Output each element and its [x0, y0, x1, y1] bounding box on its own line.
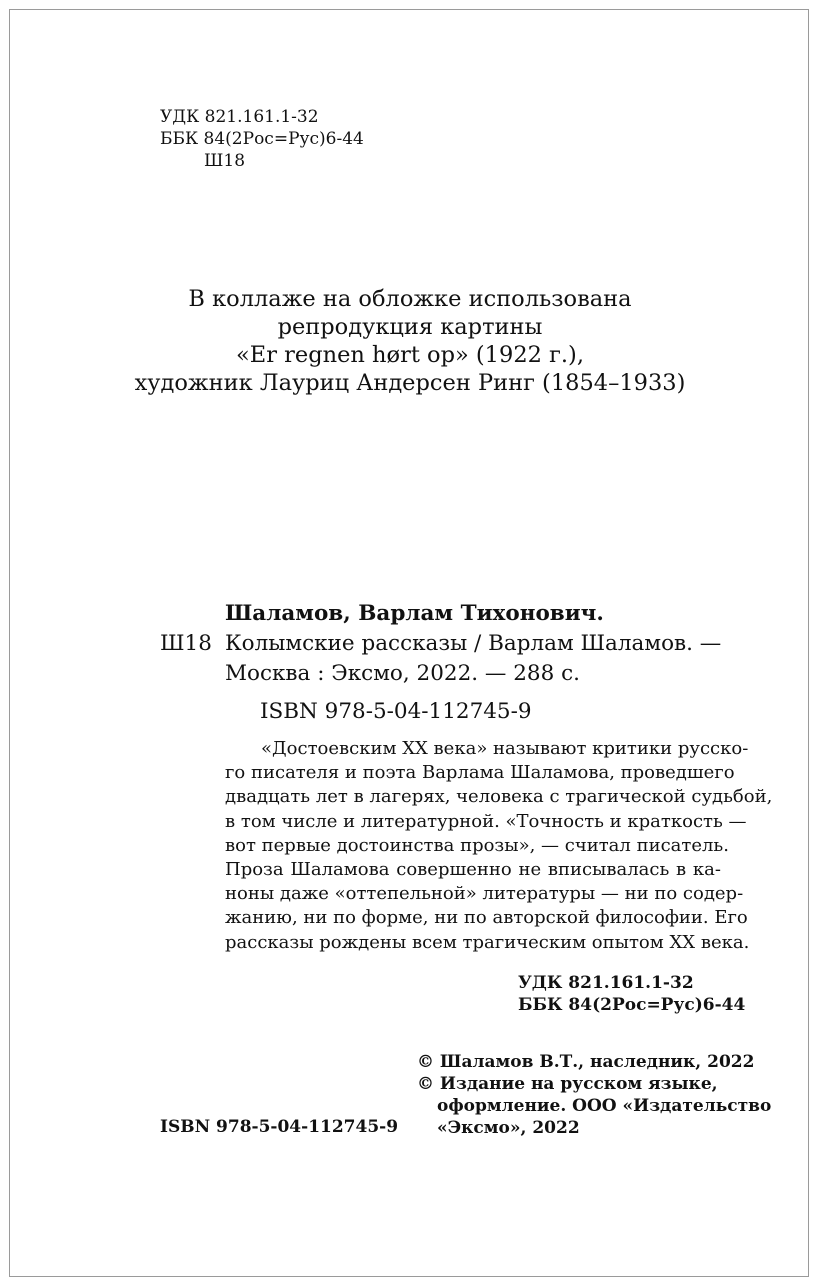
cover-credit: [10, 285, 810, 397]
bottom-isbn: ISBN 978-5-04-112745-9: [160, 1117, 399, 1137]
author-name: Шаламов, Варлам Тихонович.: [225, 601, 604, 626]
top-classification-codes: [160, 106, 364, 172]
cover-credit-line: репродукция картины: [277, 314, 543, 340]
bbk-code: ББК 84(2Рос=Рус)6-44: [160, 129, 364, 149]
udk-code: УДК 821.161.1-32: [518, 973, 694, 993]
cover-credit-line: «Er regnen hørt op» (1922 г.),: [236, 342, 584, 368]
record-code: Ш18: [160, 631, 212, 656]
abstract-line: «Достоевским XX века» называют критики русско-: [261, 738, 749, 759]
abstract-line: го писателя и поэта Варлама Шаламова, проведшего: [225, 762, 735, 784]
bbk-code: ББК 84(2Рос=Рус)6-44: [518, 995, 746, 1015]
abstract-line: вот первые достоинства прозы», — считал писатель.: [225, 834, 729, 856]
abstract-line: жанию, ни по форме, ни по авторской философии. Его: [225, 907, 748, 929]
copyright-line: оформление. ООО «Издательство: [437, 1096, 772, 1116]
title-line: Колымские рассказы / Варлам Шаламов. —: [225, 631, 722, 656]
copyright-line: «Эксмо», 2022: [437, 1118, 580, 1138]
author-mark: Ш18: [204, 151, 246, 171]
copyright-block: [417, 1051, 771, 1139]
cover-credit-line: художник Лауриц Андерсен Ринг (1854–1933): [134, 370, 686, 396]
abstract-line: двадцать лет в лагерях, человека с трагической судьбой,: [225, 786, 773, 808]
abstract-line: ноны даже «оттепельной» литературы — ни по содер-: [225, 883, 744, 905]
abstract-line: Проза Шаламова совершенно не вписывалась в ка-: [225, 859, 721, 881]
record-isbn: ISBN 978-5-04-112745-9: [260, 699, 532, 724]
udk-code: УДК 821.161.1-32: [160, 107, 319, 127]
abstract: [225, 737, 773, 955]
imprint-page: [9, 9, 809, 1277]
copyright-line: © Шаламов В.Т., наследник, 2022: [417, 1052, 755, 1072]
abstract-line: рассказы рождены всем трагическим опытом XX века.: [225, 931, 750, 953]
bibliographic-record: [160, 599, 720, 727]
imprint-line: Москва : Эксмо, 2022. — 288 с.: [225, 661, 581, 686]
bottom-classification-codes: [518, 972, 745, 1016]
copyright-line: © Издание на русском языке,: [417, 1074, 718, 1094]
cover-credit-line: В коллаже на обложке использована: [188, 286, 632, 312]
abstract-line: в том числе и литературной. «Точность и краткость —: [225, 810, 747, 832]
